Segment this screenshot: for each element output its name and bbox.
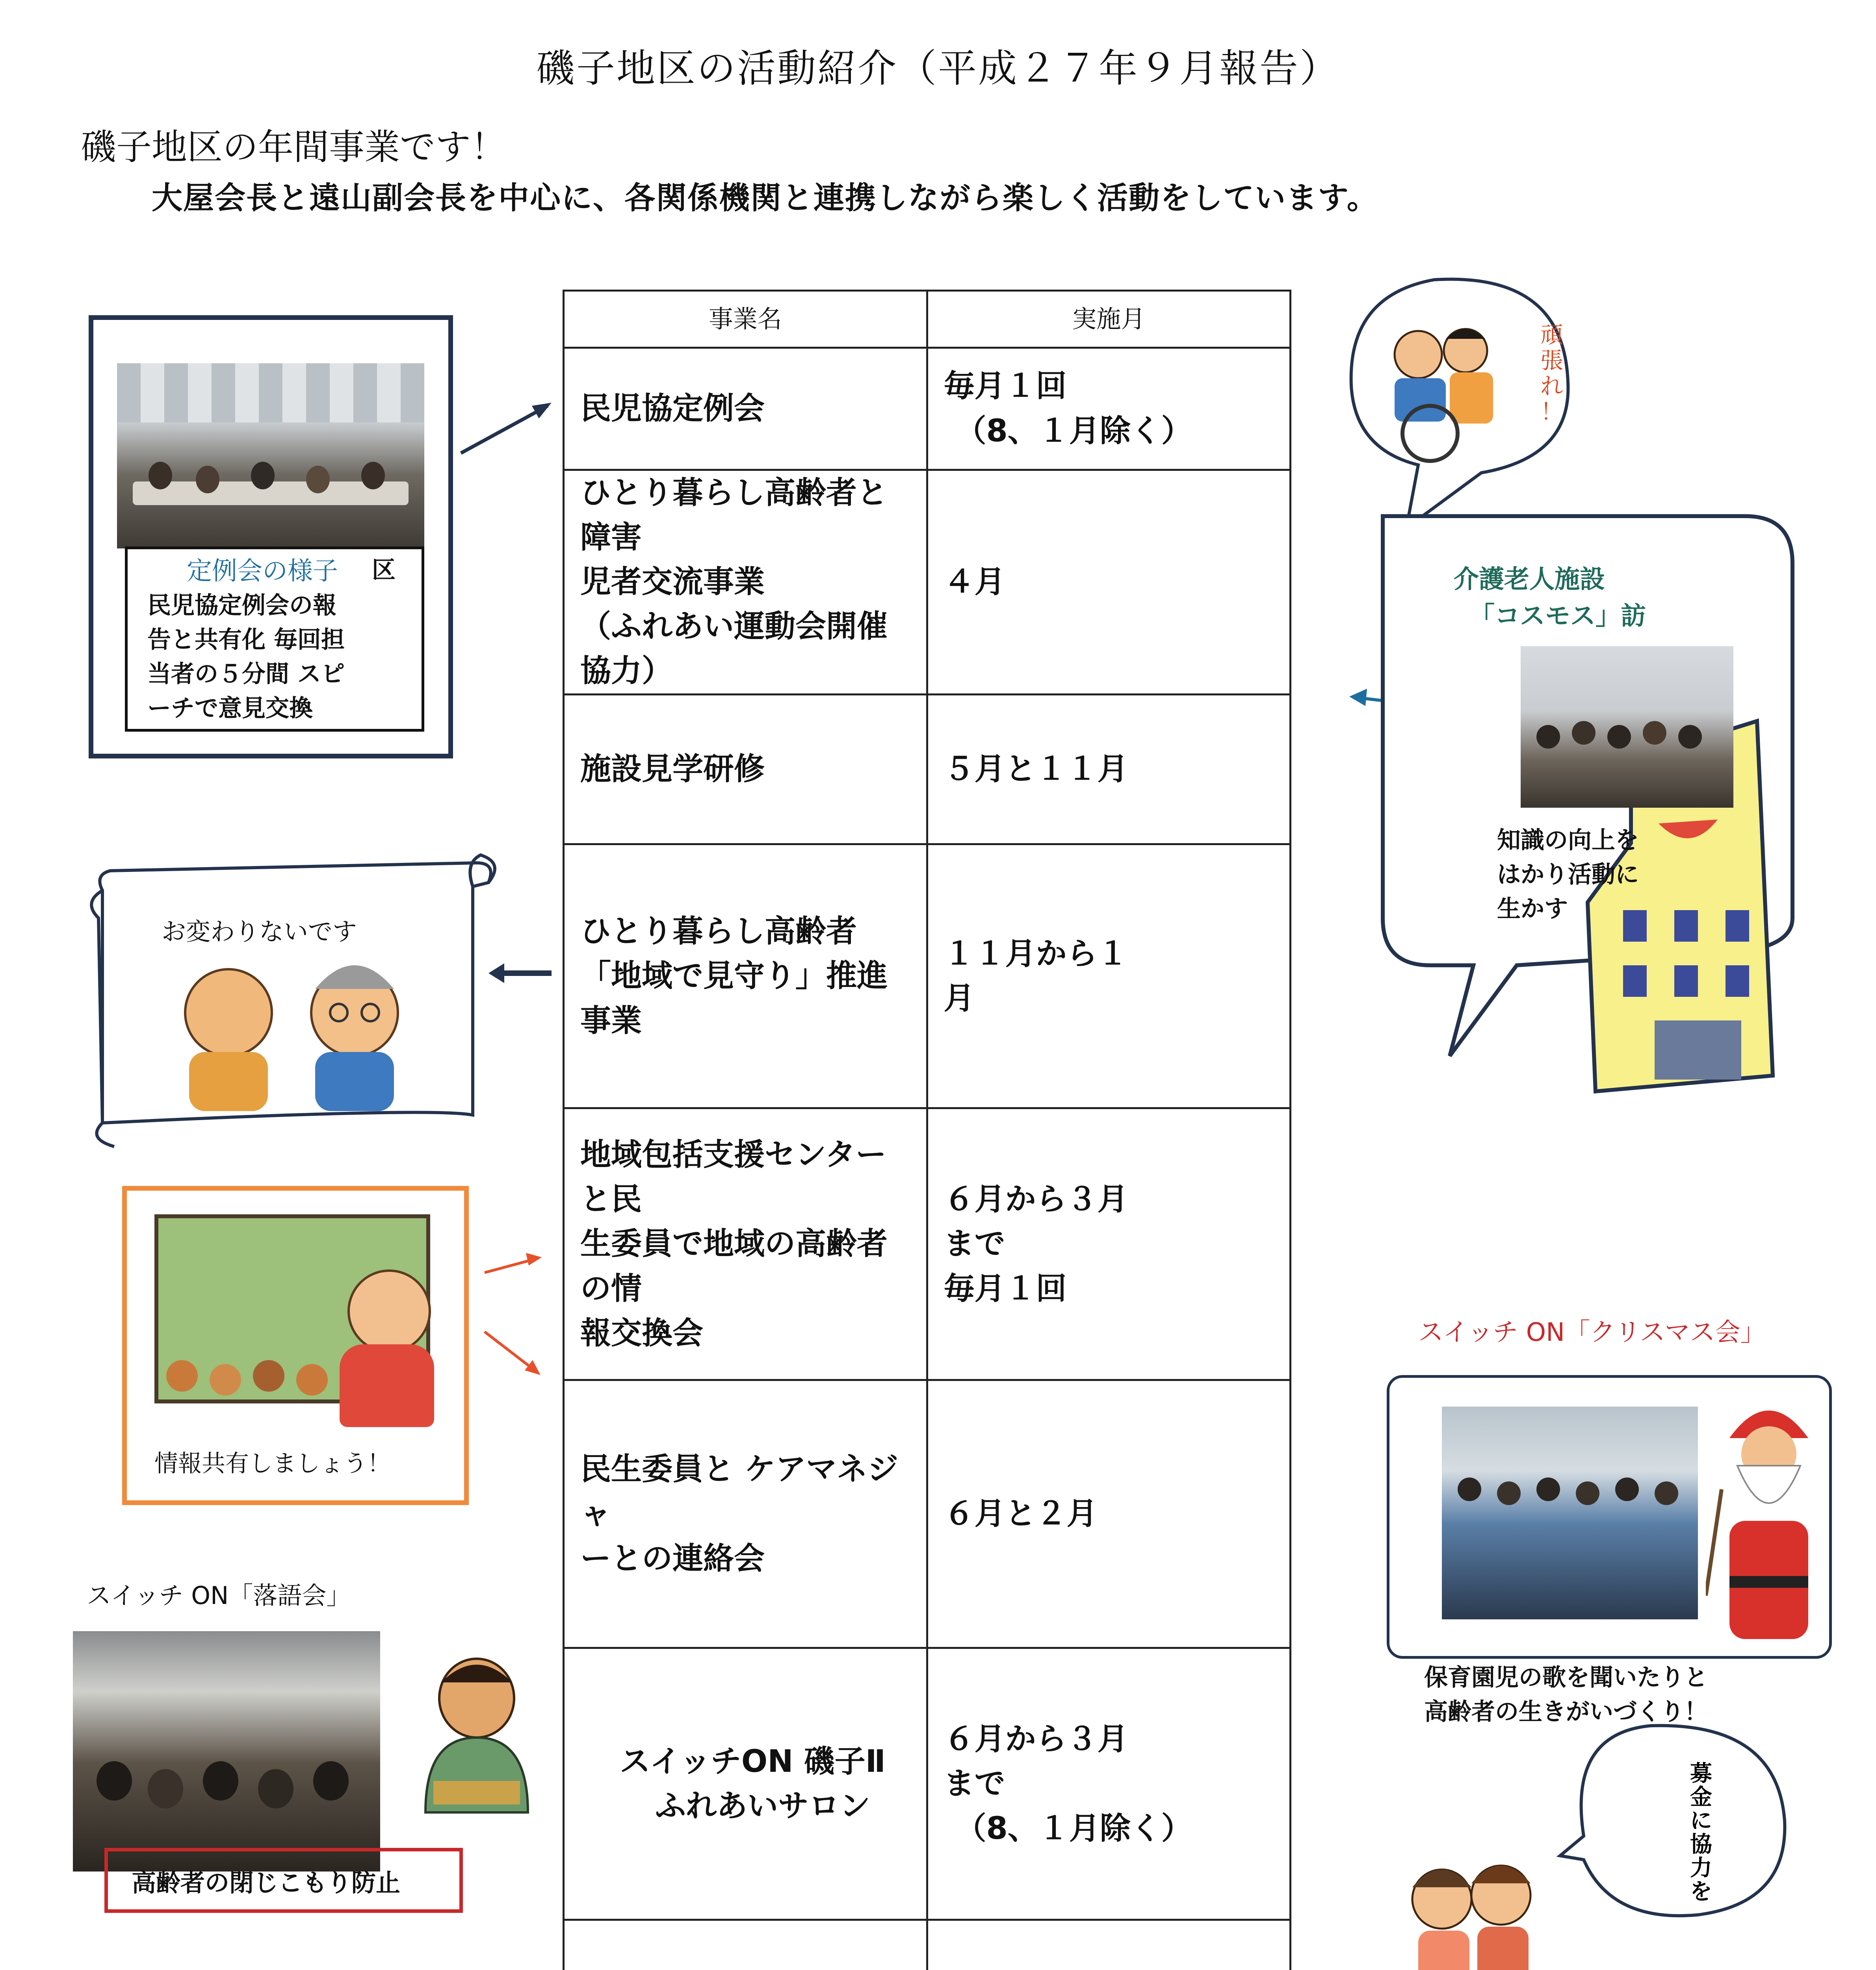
arrow-to-teireikai xyxy=(461,403,552,453)
page-title: 磯子地区の活動紹介（平成２７年９月報告） xyxy=(536,46,1340,91)
header-month: 実施月 xyxy=(927,291,1291,348)
rakugo-caption-box xyxy=(104,1848,463,1913)
svg-text:！: ！ xyxy=(1540,398,1564,425)
bokin-children-illustration xyxy=(1412,1866,1531,1970)
rakugo-caption: 高齢者の閉じこもり防止 xyxy=(132,1868,401,1897)
xmas-title: スイッチ ON「クリスマス会」 xyxy=(1418,1318,1766,1347)
event-name xyxy=(564,1920,927,1970)
event-name: 施設見学研修 xyxy=(564,695,927,844)
svg-text:協: 協 xyxy=(1690,1832,1712,1857)
teireikai-caption-tag: 区 xyxy=(372,556,396,584)
table-row xyxy=(564,1920,1291,1970)
event-month: ６月から３月 まで 毎月１回 xyxy=(927,1108,1291,1380)
santa-illustration xyxy=(1706,1391,1836,1667)
scroll-text: お変わりないです xyxy=(162,917,357,946)
event-month: ６月から３月 まで （8、１月除く） xyxy=(927,1648,1291,1920)
svg-text:募: 募 xyxy=(1690,1761,1712,1786)
facility-title: 介護老人施設 「コスモス」訪 xyxy=(1454,565,1646,631)
facility-text: 知識の向上を はかり活動に 生かす xyxy=(1497,827,1639,923)
bokin-panel xyxy=(1399,1718,1871,1970)
info-share-panel xyxy=(122,1186,469,1505)
presenter-illustration xyxy=(347,1269,431,1353)
event-name: 民児協定例会 xyxy=(564,348,927,470)
event-name: ひとり暮らし高齢者と障害 児者交流事業 （ふれあい運動会開催協力） xyxy=(564,470,927,695)
table-row xyxy=(564,348,1291,470)
teireikai-panel xyxy=(89,315,453,758)
rakugo-title: スイッチ ON「落語会」 xyxy=(87,1581,351,1610)
table-row xyxy=(564,695,1291,844)
teireikai-photo xyxy=(117,363,424,548)
facility-photo xyxy=(1521,646,1733,808)
xmas-photo xyxy=(1442,1407,1698,1619)
event-name: スイッチON 磯子Ⅱ ふれあいサロン xyxy=(564,1648,927,1920)
table-row xyxy=(564,844,1291,1108)
svg-text:に: に xyxy=(1690,1808,1712,1834)
header-event-name: 事業名 xyxy=(564,291,927,348)
event-month: ５月と１１月 xyxy=(927,695,1291,844)
intro-heading: 磯子地区の年間事業です！ xyxy=(81,126,506,168)
intro-lead: 大屋会長と遠山副会長を中心に、各関係機関と連携しながら楽しく活動をしています。 xyxy=(152,180,1378,216)
rakugo-photo xyxy=(73,1631,380,1872)
event-name: 地域包括支援センターと民 生委員で地域の高齢者の情 報交換会 xyxy=(564,1108,927,1380)
event-month xyxy=(927,1920,1291,1970)
schedule-table xyxy=(563,290,1291,1970)
event-name: 民生委員と ケアマネジャ ーとの連絡会 xyxy=(564,1380,927,1648)
arrow-to-jouhou-2 xyxy=(485,1332,541,1375)
svg-text:張: 張 xyxy=(1540,347,1564,374)
table-row xyxy=(564,1108,1291,1380)
table-row xyxy=(564,1648,1291,1920)
teireikai-caption-box xyxy=(125,546,424,732)
event-month: １１月から１ 月 xyxy=(927,844,1291,1108)
svg-text:れ: れ xyxy=(1540,373,1564,400)
scroll-panel xyxy=(79,839,504,1162)
table-row xyxy=(564,470,1291,695)
table-row xyxy=(564,1380,1291,1648)
xmas-caption: 保育園児の歌を聞いたりと 高齢者の生きがいづくり！ xyxy=(1424,1664,1708,1726)
event-name: ひとり暮らし高齢者 「地域で見守り」推進事業 xyxy=(564,844,927,1108)
rakugo-performer-illustration xyxy=(410,1647,544,1816)
teireikai-caption-text: 民児協定例会の報 告と共有化 毎回担 当者の５分間 スピ ーチで意見交換 xyxy=(147,592,345,722)
arrow-to-jouhou-1 xyxy=(485,1253,542,1273)
info-share-caption: 情報共有しましょう！ xyxy=(154,1450,391,1478)
teireikai-caption-title: 定例会の様子 xyxy=(187,557,338,586)
event-month: 毎月１回 （8、１月除く） xyxy=(927,348,1291,470)
event-month: ４月 xyxy=(927,470,1291,695)
table-header-row xyxy=(564,291,1291,348)
event-month: ６月と２月 xyxy=(927,1380,1291,1648)
svg-text:を: を xyxy=(1690,1879,1712,1905)
svg-text:頑: 頑 xyxy=(1540,322,1564,348)
svg-text:力: 力 xyxy=(1690,1855,1712,1881)
svg-text:金: 金 xyxy=(1690,1784,1712,1810)
